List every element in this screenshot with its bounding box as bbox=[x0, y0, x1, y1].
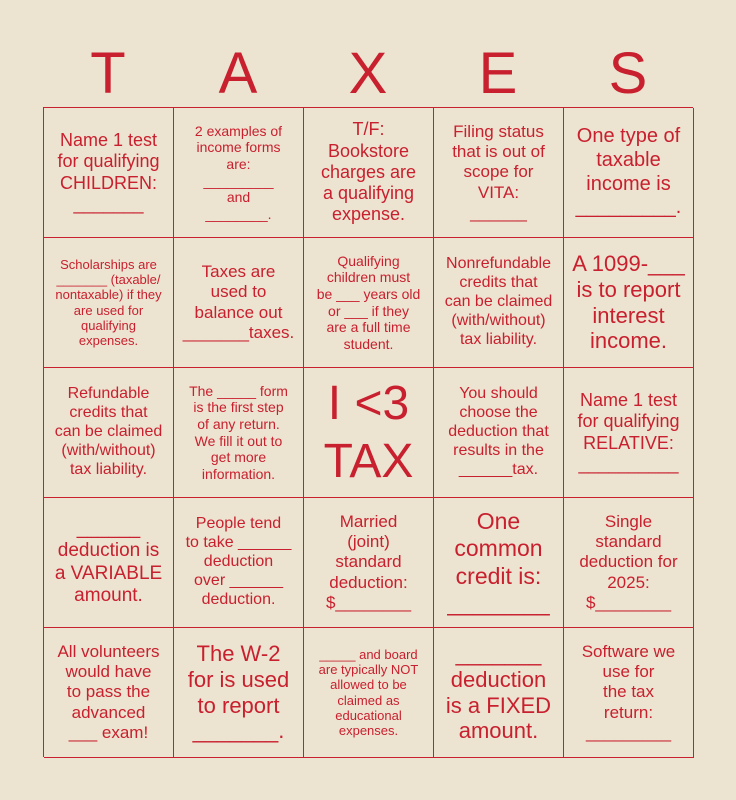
cell-text: All volunteers would have to pass the advanced ___ exam! bbox=[57, 642, 160, 742]
bingo-cell[interactable] bbox=[304, 498, 434, 628]
bingo-cell[interactable] bbox=[174, 498, 304, 628]
bingo-cell[interactable] bbox=[434, 108, 564, 238]
header-letter: E bbox=[478, 41, 518, 106]
bingo-board bbox=[43, 107, 693, 757]
cell-text: Single standard deduction for 2025: $________ bbox=[579, 512, 678, 612]
cell-text: The W-2 for is used to report _______. bbox=[187, 640, 290, 744]
cell-text: One common credit is: ________ bbox=[447, 508, 550, 616]
bingo-cell[interactable] bbox=[434, 628, 564, 758]
bingo-cell[interactable] bbox=[44, 628, 174, 758]
bingo-cell[interactable] bbox=[174, 368, 304, 498]
bingo-cell[interactable] bbox=[564, 368, 694, 498]
cell-text: _____ and board are typically NOT allowed to be claimed as educational expenses. bbox=[318, 646, 419, 739]
bingo-cell[interactable] bbox=[44, 368, 174, 498]
bingo-cell[interactable] bbox=[564, 628, 694, 758]
header-letter: A bbox=[218, 41, 258, 106]
cell-text: T/F: Bookstore charges are a qualifying expense. bbox=[320, 119, 417, 225]
header-letter: T bbox=[90, 41, 126, 106]
bingo-cell[interactable] bbox=[564, 108, 694, 238]
bingo-cell[interactable] bbox=[434, 368, 564, 498]
header-letter: S bbox=[608, 41, 648, 106]
cell-text: People tend to take ______ deduction over ______ deduction. bbox=[185, 515, 292, 608]
cell-text: ______ deduction is a VARIABLE amount. bbox=[54, 517, 163, 606]
cell-text: Refundable credits that can be claimed (with/without) tax liability. bbox=[54, 385, 163, 478]
cell-text: A 1099-___ is to report interest income. bbox=[572, 250, 685, 354]
cell-text: Name 1 test for qualifying RELATIVE: __________ bbox=[577, 390, 680, 474]
cell-text: You should choose the deduction that results in the ______tax. bbox=[448, 385, 549, 478]
bingo-cell[interactable] bbox=[44, 238, 174, 368]
free-space-text: I <3 TAX bbox=[323, 376, 414, 488]
cell-text: Married (joint) standard deduction: $________ bbox=[325, 512, 412, 612]
cell-text: Nonrefundable credits that can be claimed (with/without) tax liability. bbox=[444, 255, 553, 348]
cell-text: _______ deduction is a FIXED amount. bbox=[445, 640, 552, 744]
bingo-cell[interactable] bbox=[174, 108, 304, 238]
bingo-cell[interactable] bbox=[434, 498, 564, 628]
bingo-cell[interactable] bbox=[304, 238, 434, 368]
cell-text: Qualifying children must be ___ years old or ___ if they are a full time student. bbox=[316, 252, 421, 352]
bingo-cell[interactable] bbox=[564, 498, 694, 628]
bingo-header bbox=[43, 40, 693, 108]
bingo-cell[interactable] bbox=[304, 108, 434, 238]
bingo-cell[interactable] bbox=[174, 238, 304, 368]
bingo-cell[interactable] bbox=[44, 498, 174, 628]
bingo-cell[interactable] bbox=[44, 108, 174, 238]
cell-text: One type of taxable income is _________. bbox=[575, 125, 682, 219]
free-space[interactable] bbox=[304, 368, 434, 498]
cell-text: The _____ form is the first step of any return. We fill it out to get more information. bbox=[189, 382, 288, 482]
header-letter: X bbox=[348, 41, 388, 106]
cell-text: Taxes are used to balance out _______taxes. bbox=[182, 262, 295, 342]
bingo-cell[interactable] bbox=[304, 628, 434, 758]
cell-text: Software we use for the tax return: _________ bbox=[581, 642, 676, 742]
bingo-cell[interactable] bbox=[564, 238, 694, 368]
cell-text: Name 1 test for qualifying CHILDREN: _______ bbox=[57, 130, 160, 214]
cell-text: 2 examples of income forms are: _________ and ________. bbox=[194, 122, 283, 222]
cell-text: Scholarships are _______ (taxable/ nontaxable) if they are used for qualifying expenses. bbox=[55, 256, 162, 349]
bingo-cell[interactable] bbox=[174, 628, 304, 758]
bingo-cell[interactable] bbox=[434, 238, 564, 368]
cell-text: Filing status that is out of scope for VITA: ______ bbox=[452, 122, 545, 222]
